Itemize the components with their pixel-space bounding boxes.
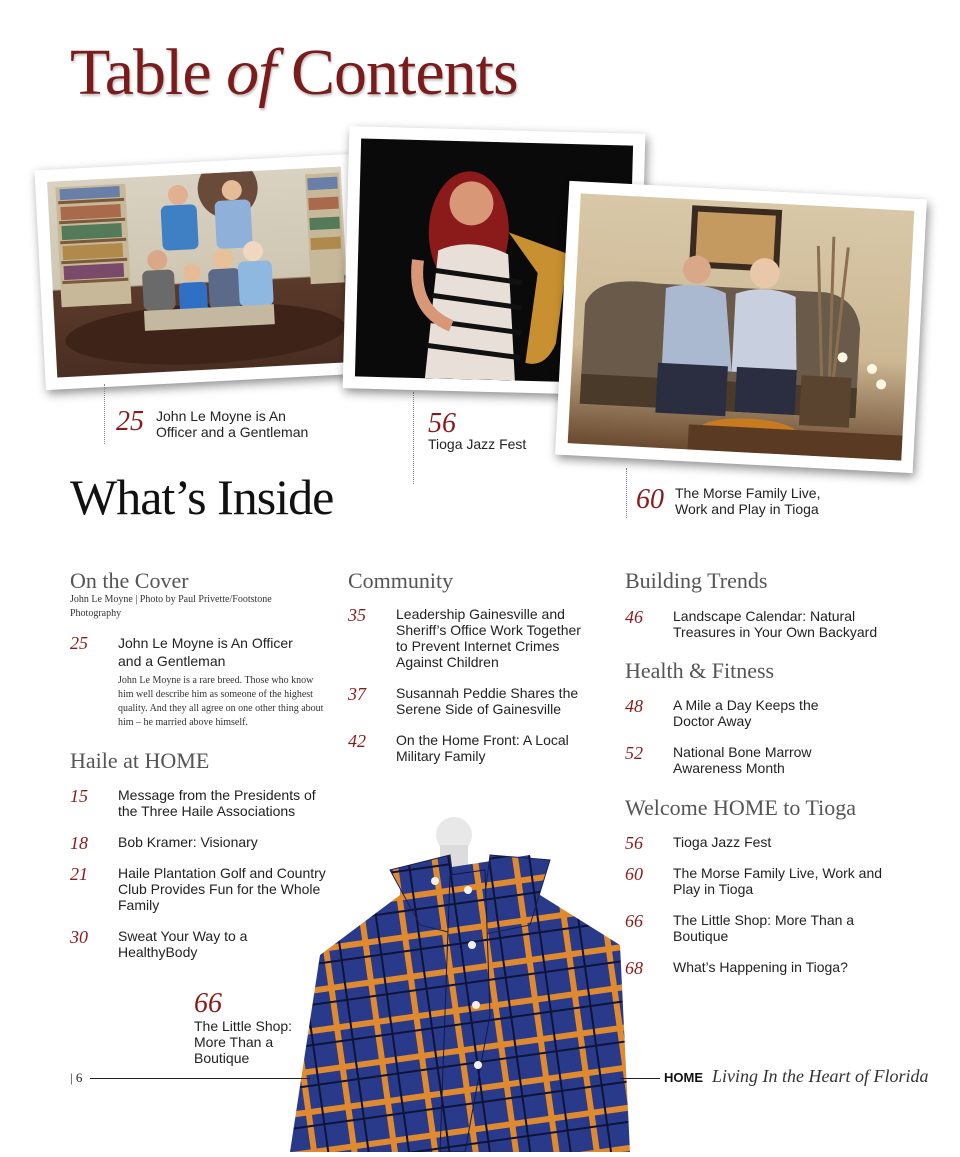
entry-page-number: 30: [70, 927, 88, 947]
callout-line: [104, 384, 105, 444]
toc-entry[interactable]: [625, 912, 905, 944]
entry-title: Bob Kramer: Visionary: [118, 834, 258, 850]
entry-title: Sweat Your Way to a HealthyBody: [118, 928, 248, 960]
entry-title: Message from the Presidents of the Three Haile Associations: [118, 787, 316, 819]
couple-photo: [555, 181, 927, 473]
toc-entry[interactable]: [625, 865, 905, 897]
entry-page-number: 60: [625, 864, 643, 884]
toc-entry[interactable]: [625, 608, 905, 640]
section-heading-on-the-cover: On the Cover: [70, 568, 189, 593]
toc-entry[interactable]: [625, 744, 905, 776]
callout-title: John Le Moyne is An Officer and a Gentleman: [156, 408, 309, 440]
toc-entry[interactable]: [70, 634, 340, 670]
entry-title: On the Home Front: A Local Military Family: [396, 732, 569, 764]
magazine-tagline: Living In the Heart of Florida: [712, 1066, 929, 1086]
section-heading-community: Community: [348, 568, 454, 593]
family-photo: [34, 154, 363, 390]
entry-page-number: 52: [625, 743, 643, 763]
entry-title: What’s Happening in Tioga?: [673, 959, 848, 975]
entry-page-number: 25: [70, 633, 88, 653]
entry-title: Haile Plantation Golf and Country Club Provides Fun for the Whole Family: [118, 865, 326, 913]
entry-page-number: 37: [348, 684, 366, 704]
entry-title: Leadership Gainesville and Sheriff’s Office Work Together to Prevent Internet Crimes Against Children: [396, 606, 581, 670]
page-number: | 6: [70, 1070, 83, 1085]
entry-title: John Le Moyne is An Officer and a Gentleman: [118, 635, 293, 669]
entry-page-number: 48: [625, 696, 643, 716]
cover-blurb: John Le Moyne is a rare breed. Those who know him well describe him as someone of the highest quality. And they all agree on one other thing about him – he married above himself.: [118, 675, 324, 728]
callout-page-number: 25: [116, 406, 144, 437]
section-heading-whats-inside: What’s Inside: [70, 469, 334, 525]
cover-photo-credit: John Le Moyne | Photo by Paul Privette/Footstone Photography: [70, 594, 272, 619]
callout-page-number: 66: [194, 988, 222, 1019]
toc-entry[interactable]: [348, 685, 598, 717]
entry-page-number: 66: [625, 911, 643, 931]
section-heading-haile-at-home: Haile at HOME: [70, 748, 210, 773]
entry-title: Landscape Calendar: Natural Treasures in Your Own Backyard: [673, 608, 878, 640]
callout-line: [413, 392, 414, 484]
callout-line: [626, 468, 627, 518]
callout-page-number: 60: [636, 484, 664, 515]
entry-page-number: 18: [70, 833, 88, 853]
entry-page-number: 35: [348, 605, 366, 625]
callout-page-number: 56: [428, 408, 456, 439]
entry-title: The Morse Family Live, Work and Play in Tioga: [673, 865, 883, 897]
entry-title: A Mile a Day Keeps the Doctor Away: [673, 697, 819, 729]
entry-page-number: 68: [625, 958, 643, 978]
toc-entry[interactable]: [348, 732, 598, 764]
entry-title: Susannah Peddie Shares the Serene Side of Gainesville: [396, 685, 579, 717]
magazine-brand: HOME: [664, 1070, 703, 1085]
toc-entry[interactable]: [625, 697, 905, 729]
entry-page-number: 21: [70, 864, 88, 884]
entry-page-number: 42: [348, 731, 366, 751]
callout-title: The Little Shop: More Than a Boutique: [194, 1018, 293, 1066]
plaid-shirt-photo: [290, 815, 630, 1152]
callout-title: The Morse Family Live, Work and Play in Tioga: [675, 485, 821, 517]
entry-title: Tioga Jazz Fest: [673, 834, 772, 850]
toc-entry[interactable]: [625, 834, 905, 852]
entry-page-number: 56: [625, 833, 643, 853]
footer-rule: [90, 1078, 310, 1079]
section-heading-health-fitness: Health & Fitness: [625, 658, 775, 683]
section-heading-welcome-home-to-tioga: Welcome HOME to Tioga: [625, 795, 857, 820]
toc-entry[interactable]: [625, 959, 905, 977]
callout-title: Tioga Jazz Fest: [428, 436, 527, 452]
toc-entry[interactable]: [348, 606, 598, 670]
entry-title: National Bone Marrow Awareness Month: [673, 744, 812, 776]
footer-rule: [620, 1078, 660, 1079]
entry-page-number: 46: [625, 607, 643, 627]
entry-title: The Little Shop: More Than a Boutique: [673, 912, 855, 944]
entry-page-number: 15: [70, 786, 88, 806]
section-heading-building-trends: Building Trends: [625, 568, 768, 593]
page-title: Table of Contents: [70, 36, 518, 109]
